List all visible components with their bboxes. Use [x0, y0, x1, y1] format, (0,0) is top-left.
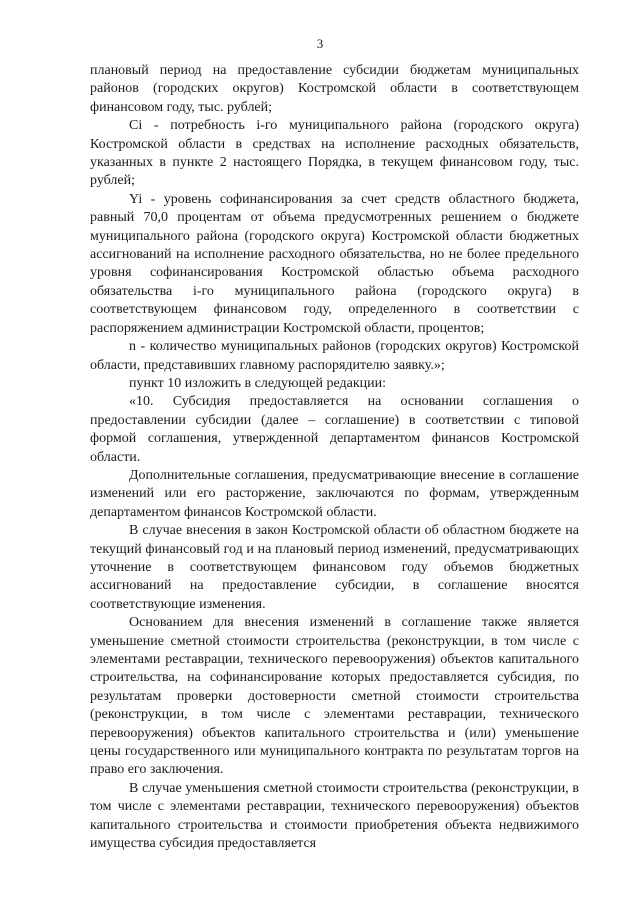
paragraph: В случае уменьшения сметной стоимости строительства (реконструкции, в том числе с элементами реставрации, технического перевооружения) объектов капитального строительства и стоимости приобретения объекта недвижимого имущества субсидия предоставляется	[90, 780, 579, 852]
paragraph: n - количество муниципальных районов (городских округов) Костромской области, представивших главному распорядителю заявку.»;	[90, 339, 579, 373]
paragraph: «10. Субсидия предоставляется на основании соглашения о предоставлении субсидии (далее – соглашение) в соответствии с типовой формой соглашения, утвержденной департаментом финансов Костромской области.	[90, 394, 579, 465]
paragraph: Ci - потребность i-го муниципального района (городского округа) Костромской области в средствах на исполнение расходных обязательств, указанных в пункте 2 настоящего Порядка, в текущем финансовом году, тыс. рублей;	[90, 118, 579, 189]
paragraph: пункт 10 изложить в следующей редакции:	[129, 375, 386, 391]
paragraph: плановый период на предоставление субсидии бюджетам муниципальных районов (городских округов) Костромской области в соответствующем финансовом году, тыс. рублей;	[90, 63, 579, 115]
document-body	[90, 62, 579, 853]
paragraph: Дополнительные соглашения, предусматривающие внесение в соглашение изменений или его расторжение, заключаются по формам, утвержденным департаментом финансов Костромской области.	[90, 467, 579, 520]
paragraph: В случае внесения в закон Костромской области об областном бюджете на текущий финансовый год и на плановый период изменений, предусматривающих уточнение в соответствующем финансовом году объемов бюджетных ассигнований на предоставление субсидии, в соглашение вносятся соответствующие изменения.	[90, 523, 579, 612]
paragraph: Основанием для внесения изменений в соглашение также является уменьшение сметной стоимости строительства (реконструкции, в том числе с элементами реставрации, технического перевооружения) объектов капитального строительства, на софинансирование которых предоставляется субсидия, по результатам проверки достоверности сметной стоимости строительства (реконструкции, в том числе с элементами реставрации, технического перевооружения) объектов капитального строительства и (или) уменьшение цены государственного или муниципального контракта по результатам торгов на право его заключения.	[90, 615, 579, 778]
paragraph: Yi - уровень софинансирования за счет средств областного бюджета, равный 70,0 процентам от объема предусмотренных решением о бюджете муниципального района (городского округа) Костромской области бюджетных ассигнований на исполнение расходного обязательства, но не более предельного уровня софинансирования Костромской областью объема расходного обязательства i-го муниципального района (городского округа) в соответствующем финансовом году, определенного в соответствии с распоряжением администрации Костромской области, процентов;	[90, 191, 579, 336]
page-number: 3	[316, 36, 324, 51]
